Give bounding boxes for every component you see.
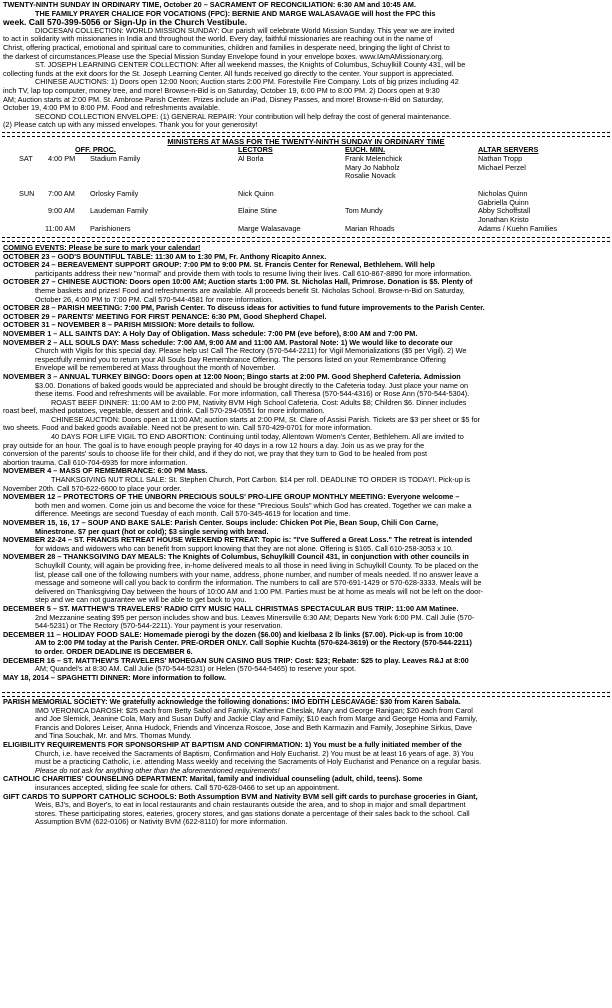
diocesan-collection-line: the darkest of circumstances.Please use the Special Mission Sunday Envelope found in your envelope boxes. www.IAmAMissionary.org. — [3, 52, 444, 61]
sponsorship-line: Church, i.e. have received the Sacraments of Baptism, Confirmation and Holy Eucharist. 2) You must be at least 16 years of age. 3) You — [35, 749, 474, 758]
mass-time: 11:00 AM — [45, 224, 76, 233]
event-item: OCTOBER 31 – NOVEMBER 8 – PARISH MISSION: More details to follow. — [3, 321, 255, 330]
event-item: OCTOBER 23 – GOD'S BOUNTIFUL TABLE: 11:30 AM to 1:30 PM, Fr. Anthony Ricapito Annex. — [3, 252, 327, 261]
diocesan-collection-line: to act in solidarity with missionaries in India and throughout the world. Every day, faithful missionaries are reaching out in the name of — [3, 35, 433, 44]
event-detail: roast beef, mashed potatoes, vegetable, dessert and drink. Call 570-294-0551 for more information. — [3, 407, 325, 416]
memorial-line: IMO VERONICA DAROSH: $25 each from Betty Sabol and Family, Katherine Cheslak, Mary and George Ranigan; $20 each from Carol — [35, 706, 473, 715]
chinese-auctions-line: October 19, 4:00 PM to 8:00 PM. Food and refreshments available. — [3, 104, 220, 113]
event-item: OCTOBER 29 – PARENTS' MEETING FOR FIRST PENANCE: 6:30 PM, Good Shepherd Chapel. — [3, 312, 327, 321]
event-item: NOVEMBER 12 – PROTECTORS OF THE UNBORN PRECIOUS SOULS' PRO-LIFE GROUP MONTHLY MEETING: Everyone welcome – — [3, 493, 460, 502]
coming-events-title: COMING EVENTS: Please be sure to mark your calendar! — [3, 244, 201, 252]
gift-cards-line: stores. These participating stores, eateries, grocery stores, and gas stations donate a percentage of their sales back to the school. Call — [35, 809, 470, 818]
event-item: OCTOBER 27 – CHINESE AUCTION: Doors open 10:00 AM; Auction starts 1:00 PM. St. Nicholas Hall, Primrose. Donation is $5. Plenty of — [3, 278, 473, 287]
chinese-auctions-line: AM; Auction starts at 2:00 PM. St. Ambrose Parish Center. Prizes include an iPad, Disney Passes, and more! Browse-n-Bid on Saturday, — [3, 95, 444, 104]
mass-time: 7:00 AM — [48, 189, 75, 198]
col-header-lectors: LECTORS — [238, 145, 273, 154]
event-detail: conversion of the parents' souls to choose life for their child, and if they do not, we pray that they turn to God to be healed from post — [3, 450, 428, 459]
parish-notices-section — [3, 698, 609, 827]
event-detail: 2nd Mezzanine seating $95 per person includes show and bus. Leaves Minersville 6:30 AM; Departs New York 6:00 PM. Call Julie (570- — [35, 613, 475, 622]
event-detail: Minestrone. $7 per quart (hot or cold); $3 single serving with bread. — [35, 527, 269, 536]
second-collection-line: (2) Please catch up with any missed envelopes. Thank you for your generosity! — [3, 121, 258, 130]
ministers-title: MINISTERS AT MASS FOR THE TWENTY-NINTH SUNDAY IN ORDINARY TIME — [167, 137, 445, 146]
sunday-title: TWENTY-NINTH SUNDAY IN ORDINARY TIME, October 20 – SACRAMENT OF RECONCILIATION: 6:30 AM and 10:45 AM. — [3, 1, 416, 9]
mass-day: SAT — [19, 154, 33, 163]
memorial-line: Francis and Dolores Leiser, Anna Hudock, Friends and Vincenza Roscoe, Jose and Beth Karmazin and Family, Josephine Sirkus, Dave — [35, 723, 472, 732]
event-detail: AM; Quandel's at 8:30 AM. Call Julie (570-544-5231) or Helen (570-544-5465) to reserve your spot. — [35, 665, 357, 674]
server-name: Nathan Tropp — [478, 154, 523, 163]
event-detail: abortion trauma. Call 610-704-6935 for more information. — [3, 458, 188, 467]
mass-time: 4:00 PM — [48, 154, 76, 163]
event-detail: 40 DAYS FOR LIFE VIGIL TO END ABORTION: Continuing until today, Allentown Women's Center, Bethlehem. All are invited to — [51, 433, 464, 442]
event-detail: two sheets. Food and baked goods available. Need not be present to win. Call 570-429-0701 for more information. — [3, 424, 373, 433]
event-item: NOVEMBER 2 – ALL SOULS DAY: Mass schedule: 7:00 AM, 9:00 AM and 11:00 AM. Pastoral Note: 1) We would like to decorate our — [3, 338, 453, 347]
server-name: Abby Schoffstall — [478, 206, 531, 215]
event-detail: these items. Food and refreshments will be available. For more information, call Theresa (570-544-4316) or Rose Ann (570-544-5304). — [35, 390, 470, 399]
col-header-euch: EUCH. MIN. — [345, 145, 386, 154]
event-item: MAY 18, 2014 – SPAGHETTI DINNER: More information to follow. — [3, 673, 226, 682]
event-item: DECEMBER 16 – ST. MATTHEW'S TRAVELERS' MOHEGAN SUN CASINO BUS TRIP: Cost: $23; Rebate: $25 to play. Leaves R&J at 8:00 — [3, 656, 469, 665]
col-header-proc: OFF. PROC. — [75, 145, 116, 154]
euch-name: Tom Mundy — [345, 206, 383, 215]
event-detail: $3.00. Donations of baked goods would be appreciated and should be brought directly to the Cafeteria today. Just place your name on — [35, 381, 469, 390]
server-name: Nicholas Quinn — [478, 189, 528, 198]
event-detail: Church with Vigils for this special day. Please help us! Call The Rectory (570-544-2211) for Vigil Memorializations ($5 per Vigil). 2) We — [35, 347, 467, 356]
server-name: Gabriella Quinn — [478, 197, 529, 207]
lector-name: Al Borla — [238, 154, 264, 163]
fpc-signup: week. Call 570-399-5056 or Sign-Up in the Church Vestibule. — [3, 18, 248, 27]
lector-name: Nick Quinn — [238, 189, 274, 198]
diocesan-collection: DIOCESAN COLLECTION: WORLD MISSION SUNDAY: Our parish will celebrate World Mission Sunday. This year we are invited — [35, 26, 455, 35]
event-item: OCTOBER 28 – PARISH MEETING: 7:00 PM, Parish Center. To discuss ideas for activities to fund future improvements to the Parish Center. — [3, 304, 485, 313]
event-item: NOVEMBER 15, 16, 17 – SOUP AND BAKE SALE: Parish Center. Soups include: Chicken Pot Pie, Bean Soup, Chili Con Carne, — [3, 519, 439, 527]
event-item: DECEMBER 5 – ST. MATTHEW'S TRAVELERS' RADIO CITY MUSIC HALL CHRISTMAS SPECTACULAR BUS TRIP: 11:00 AM Matinee. — [3, 604, 459, 613]
event-item: NOVEMBER 22-24 – ST. FRANCIS RETREAT HOUSE WEEKEND RETREAT: Topic is: "I've Suffered a Great Loss." The retreat is intended — [3, 536, 473, 545]
euch-name: Marian Rhoads — [345, 224, 395, 233]
sponsorship-line: must be a practicing Catholic, i.e. attending Mass weekly and receiving the Sacraments of Holy Eucharist and Penance on a regular basis. — [35, 758, 482, 767]
event-item: NOVEMBER 3 – ANNUAL TURKEY BINGO: Doors open at 12:00 Noon; Bingo starts at 2:00 PM. Good Shepherd Cafeteria. Admission — [3, 372, 461, 381]
gift-cards-line: Weis, BJ's, and Boyer's, to eat in local restaurants and chain restaurants outside the area, and to shop in major and small department — [35, 801, 466, 810]
chinese-auctions-line: inch TV, lap top computer, money tree, and more! Browse-n-Bid is on Saturday, October 19, 6:00 PM to 8:00 PM. 2) Doors open at 9:30 — [3, 86, 440, 95]
event-detail: pray outside for an hour. The goal is to have enough people praying for 40 days in a row 12 hours a day. Join us as we pray for the — [3, 441, 425, 450]
event-detail: October 26, 4:00 PM to 7:00 PM. Call 570-544-4581 for more information. — [35, 295, 274, 304]
server-name: Adams / Kuehn Families — [478, 224, 558, 233]
proc-name: Laudeman Family — [90, 206, 148, 215]
catholic-charities-line: insurances accepted, sliding fee scale for others. Call 570-628-0466 to set up an appointment. — [35, 783, 340, 792]
memorial-line: and Tina Souchak, Mr. and Mrs. Thomas Mundy. — [35, 732, 192, 741]
event-detail: Envelope will be remembered at Mass throughout the month of November. — [35, 364, 276, 373]
event-detail: both men and women. Come join us and become the voice for these "Precious Souls" which God has created. Together we can make a — [35, 501, 472, 510]
euch-name: Frank Melenchick — [345, 154, 403, 163]
euch-name: Mary Jo Nabholz — [345, 162, 400, 172]
event-item: DECEMBER 11 – HOLIDAY FOOD SALE: Homemade pierogi by the dozen ($6.00) and kielbasa 2 lb links ($7.00). Pick-up is from 10:00 — [3, 630, 463, 639]
section-divider — [2, 692, 610, 697]
proc-name: Orlosky Family — [90, 189, 139, 198]
event-detail: for widows and widowers who can benefit from support knowing that they are not alone. Offering is $165. Call 610-258-3053 x 10. — [35, 544, 454, 553]
event-detail: theme baskets and prizes! Food and refreshments are available. All proceeds benefit St. Nicholas School. Browse-n-Bid on Saturday, — [35, 286, 465, 295]
learning-center-collection: ST. JOSEPH LEARNING CENTER COLLECTION: After all weekend masses, the Knights of Columbus, Schuylkill County 431, will be — [35, 61, 466, 70]
event-detail: to order. ORDER DEADLINE IS DECEMBER 6. — [35, 647, 193, 656]
server-name: Michael Perzel — [478, 162, 526, 172]
proc-name: Stadium Family — [90, 154, 141, 163]
event-detail: message and someone will call you back to confirm the information. The numbers to call are 570-691-1429 or 570-628-3333. Meals will be — [35, 579, 482, 588]
coming-events-section — [3, 244, 609, 682]
event-item: NOVEMBER 4 – MASS OF REMEMBRANCE: 6:00 PM Mass. — [3, 467, 208, 476]
event-detail: November 20th. Call 570-622-6600 to place your order. — [3, 484, 182, 493]
diocesan-collection-line: Christ, offering practical, emotional and spiritual care to communities, children and families in desperate need, bringing the light of Christ to — [3, 43, 450, 52]
proc-name: Parishioners — [90, 224, 131, 233]
sponsorship-line: Please do not ask for anything other than the aforementioned requirements! — [35, 766, 280, 775]
event-detail: ROAST BEEF DINNER: 11:00 AM to 2:00 PM, Nativity BVM High School Cafeteria. Cost: Adults $8; Children $6. Dinner includes — [51, 398, 467, 407]
event-detail: difference. Meetings are second Tuesday of each month. Call 570-345-4619 for location and time. — [35, 510, 351, 519]
second-collection: SECOND COLLECTION ENVELOPE: (1) GENERAL REPAIR: Your contribution will help defray the cost of general maintenance. — [35, 112, 452, 121]
event-detail: respectfully remind you to return your All Souls Day Remembrance Offering. The persons listed on your Remembrance Offering — [35, 355, 446, 364]
header-section — [3, 1, 609, 130]
event-detail: list, please call one of the following numbers with your name, address, phone number, and number of meals needed. If no answer leave a — [35, 570, 479, 579]
event-item: NOVEMBER 1 – ALL SAINTS DAY: A Holy Day of Obligation. Mass schedule: 7:00 PM (eve before), 8:00 AM and 7:00 PM. — [3, 329, 418, 338]
mass-day: SUN — [19, 189, 35, 198]
memorial-line: and Joe Slemick, Jeanine Cola, Mary and Susan Duffy and Jackie Clay and Family; $10 each from Marge and George Homa and Family, — [35, 715, 478, 724]
col-header-servers: ALTAR SERVERS — [478, 145, 539, 154]
event-detail: step and we can not guarantee we will be able to get back to you. — [35, 596, 247, 605]
mass-time: 9:00 AM — [48, 206, 75, 215]
lector-name: Marge Walasavage — [238, 224, 301, 233]
catholic-charities: CATHOLIC CHARITIES' COUNSELING DEPARTMENT: Marital, family and individual counseling (adult, child, teens). Some — [3, 775, 423, 784]
learning-center-line: collecting funds at the exit doors for the St. Joseph Learning Center. All funds received go directly to the center. Your support is appreciated. — [3, 69, 454, 78]
server-name: Jonathan Kristo — [478, 214, 529, 224]
gift-cards: GIFT CARDS TO SUPPORT CATHOLIC SCHOOLS: Both Assumption BVM and Nativity BVM sell gift cards to purchase groceries in Giant, — [3, 792, 478, 801]
sponsorship-requirements: ELIGIBILITY REQUIREMENTS FOR SPONSORSHIP AT BAPTISM AND CONFIRMATION: 1) You must be a fully initiated member of the — [3, 740, 462, 749]
event-detail: 544-5231) or The Rectory (570-544-2211). Your payment is your reservation. — [35, 622, 283, 631]
euch-name: Rosalie Novack — [345, 171, 396, 181]
section-divider — [2, 237, 610, 242]
event-detail: CHINESE AUCTION: Doors open at 11:00 AM; auction starts at 2:00 PM, St. Clare of Assisi Parish. Tickets are $3 per sheet or $5 for — [51, 415, 480, 424]
event-item: OCTOBER 24 – BEREAVEMENT SUPPORT GROUP: 7:00 PM to 9:00 PM. St. Francis Center for Renewal, Bethlehem. Will help — [3, 261, 435, 270]
event-detail: participants address their new "normal" and provide them with tools to resume living their lives. Call 610-867-8890 for more information. — [35, 269, 472, 278]
event-detail: AM to 2:00 PM today at the Parish Center. PRE-ORDER ONLY. Call Sophie Kuchta (570-624-3619) or the Rectory (570-544-2211) — [35, 639, 472, 648]
event-detail: THANKSGIVING NUT ROLL SALE: St. Stephen Church, Port Carbon. $14 per roll. DEADLINE TO ORDER IS TODAY!. Pick-up is — [51, 476, 471, 485]
fpc-notice: THE FAMILY PRAYER CHALICE FOR VOCATIONS (FPC): BERNIE AND MARGE WALASAVAGE will host the FPC this — [35, 9, 436, 18]
chinese-auctions: CHINESE AUCTIONS: 1) Doors open 12:00 Noon; Auction starts 2:00 PM. Forestville Fire Company. Lots of big prizes including 42 — [35, 78, 459, 87]
event-detail: Schuylkill County, will again be providing free, in-home delivered meals to all those in need living in Schuylkill County. To be placed on the — [35, 561, 479, 570]
memorial-society: PARISH MEMORIAL SOCIETY: We gratefully acknowledge the following donations: IMO EDITH LESCAVAGE: $30 from Karen Sabala. — [3, 698, 461, 706]
event-item: NOVEMBER 28 – THANKSGIVING DAY MEALS: The Knights of Columbus, Schuylkill Council 431, in conjunction with other councils in — [3, 553, 469, 562]
event-detail: delivered on Thanksgiving Day between the hours of 10:00 AM and 1:00 PM. Parties must be at home as meals will not be left on the door- — [35, 587, 484, 596]
gift-cards-line: Assumption BVM (622-0106) or Nativity BVM (622-8110) for more information. — [35, 818, 288, 827]
lector-name: Elaine Stine — [238, 206, 277, 215]
